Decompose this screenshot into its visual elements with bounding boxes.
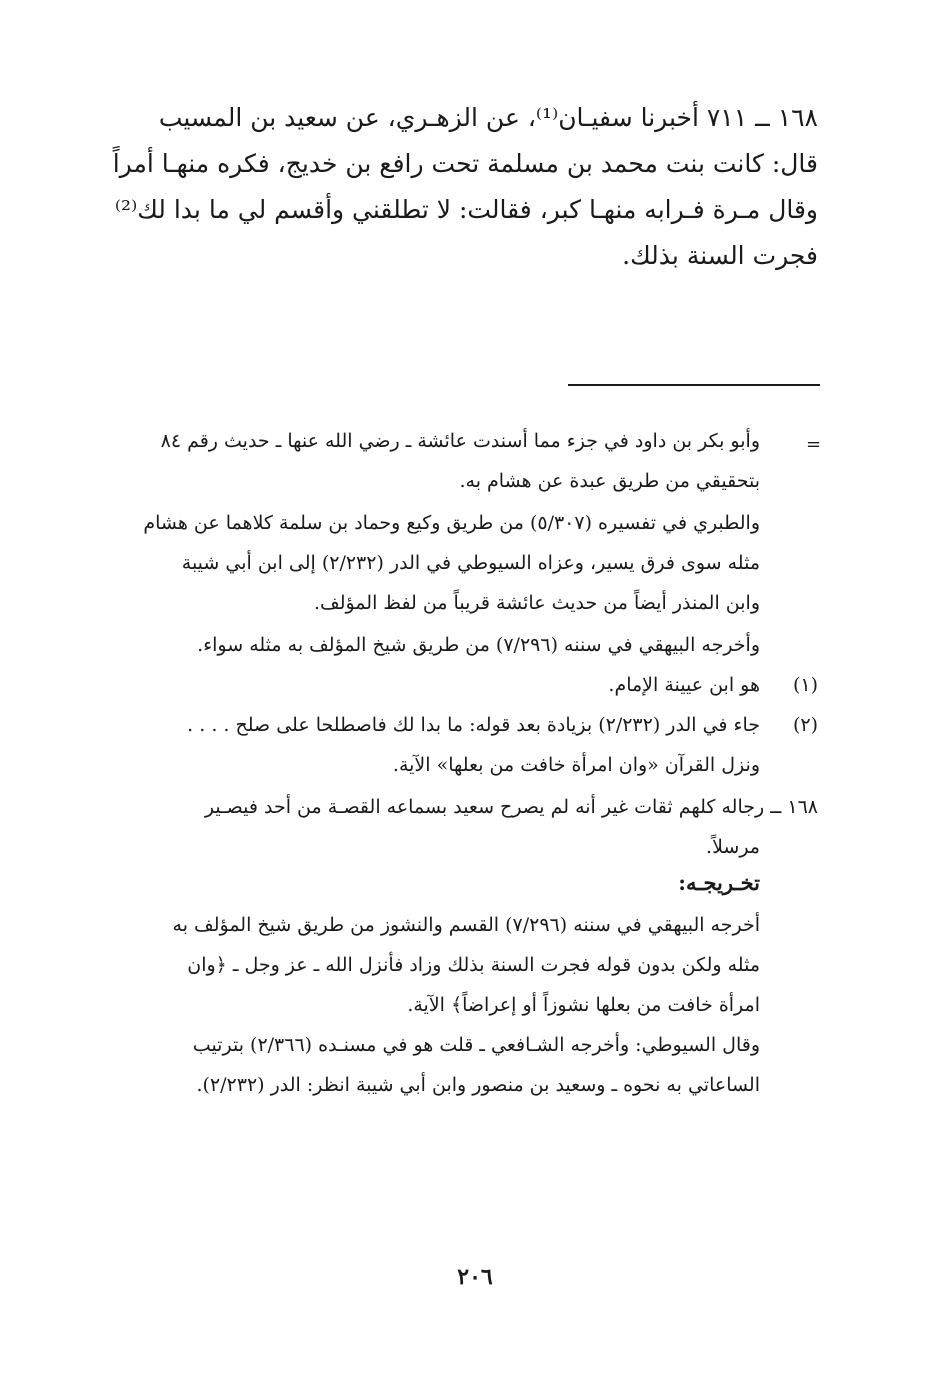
takhrij-line: أخرجه البيهقي في سننه (٧/٢٩٦) القسم والنشوز من طريق شيخ المؤلف به [172,914,760,936]
footnote-continuation-line: وابن المنذر أيضاً من حديث عائشة قريباً من لفظ المؤلف. [314,592,760,614]
footnote-continuation-line: والطبري في تفسيره (٥/٣٠٧) من طريق وكيع وحماد بن سلمة كلاهما عن هشام [143,512,760,534]
footnote-2-marker: (٢) [792,714,818,736]
footnote-1-marker: (١) [792,674,818,696]
page-number: ٢٠٦ [457,1264,493,1290]
takhrij-line: الساعاتي به نحوه ـ وسعيد بن منصور وابن أبي شيبة انظر: الدر (٢/٢٣٢). [196,1074,760,1096]
takhrij-line: مثله ولكن بدون قوله فجرت السنة بذلك وزاد فأنزل الله ـ عز وجل ـ ﴿وان [187,954,760,976]
footnote-1-text: هو ابن عيينة الإمام. [608,674,760,696]
hadith-168-line: ١٦٨ ــ رجاله كلهم ثقات غير أنه لم يصرح سعيد بسماعه القصـة من أحد فيصـير [204,796,818,818]
footnote-separator [568,384,820,386]
main-line-2: قال: كانت بنت محمد بن مسلمة تحت رافع بن خديج، فكره منهـا أمراً [112,149,818,178]
main-line-1: ١٦٨ ــ ٧١١ أخبرنا سفيـان⁽¹⁾، عن الزهـري، عن سعيد بن المسيب [158,103,818,132]
footnote-2-line: جاء في الدر (٢/٢٣٢) بزيادة بعد قوله: ما بدا لك فاصطلحا على صلح . . . . [187,714,760,736]
takhrij-line: وقال السيوطي: وأخرجه الشـافعي ـ قلت هو في مسنـده (٢/٣٦٦) بترتيب [192,1034,760,1056]
footnote-continuation-line: وأبو بكر بن داود في جزء مما أسندت عائشة ـ رضي الله عنها ـ حديث رقم ٨٤ [160,430,760,452]
footnote-continuation-line: بتحقيقي من طريق عبدة عن هشام به. [459,470,760,492]
footnote-2-line: ونزل القرآن «وان امرأة خافت من بعلها» الآية. [392,754,760,776]
takhrij-heading: تخـريجـه: [678,870,760,895]
footnote-continuation-line: وأخرجه البيهقي في سننه (٧/٢٩٦) من طريق شيخ المؤلف به مثله سواء. [197,634,760,656]
continuation-mark: = [806,434,822,455]
main-line-3: وقال مـرة فـرابه منهـا كبر، فقالت: لا تطلقني وأقسم لي ما بدا لك⁽²⁾ [114,195,818,224]
footnote-continuation-line: مثله سوى فرق يسير، وعزاه السيوطي في الدر (٢/٢٣٢) إلى ابن أبي شيبة [181,552,760,574]
hadith-168-line: مرسلاً. [706,836,760,858]
takhrij-line: امرأة خافت من بعلها نشوزاً أو إعراضاً﴾ الآية. [407,994,760,1016]
main-line-4: فجرت السنة بذلك. [622,241,818,270]
